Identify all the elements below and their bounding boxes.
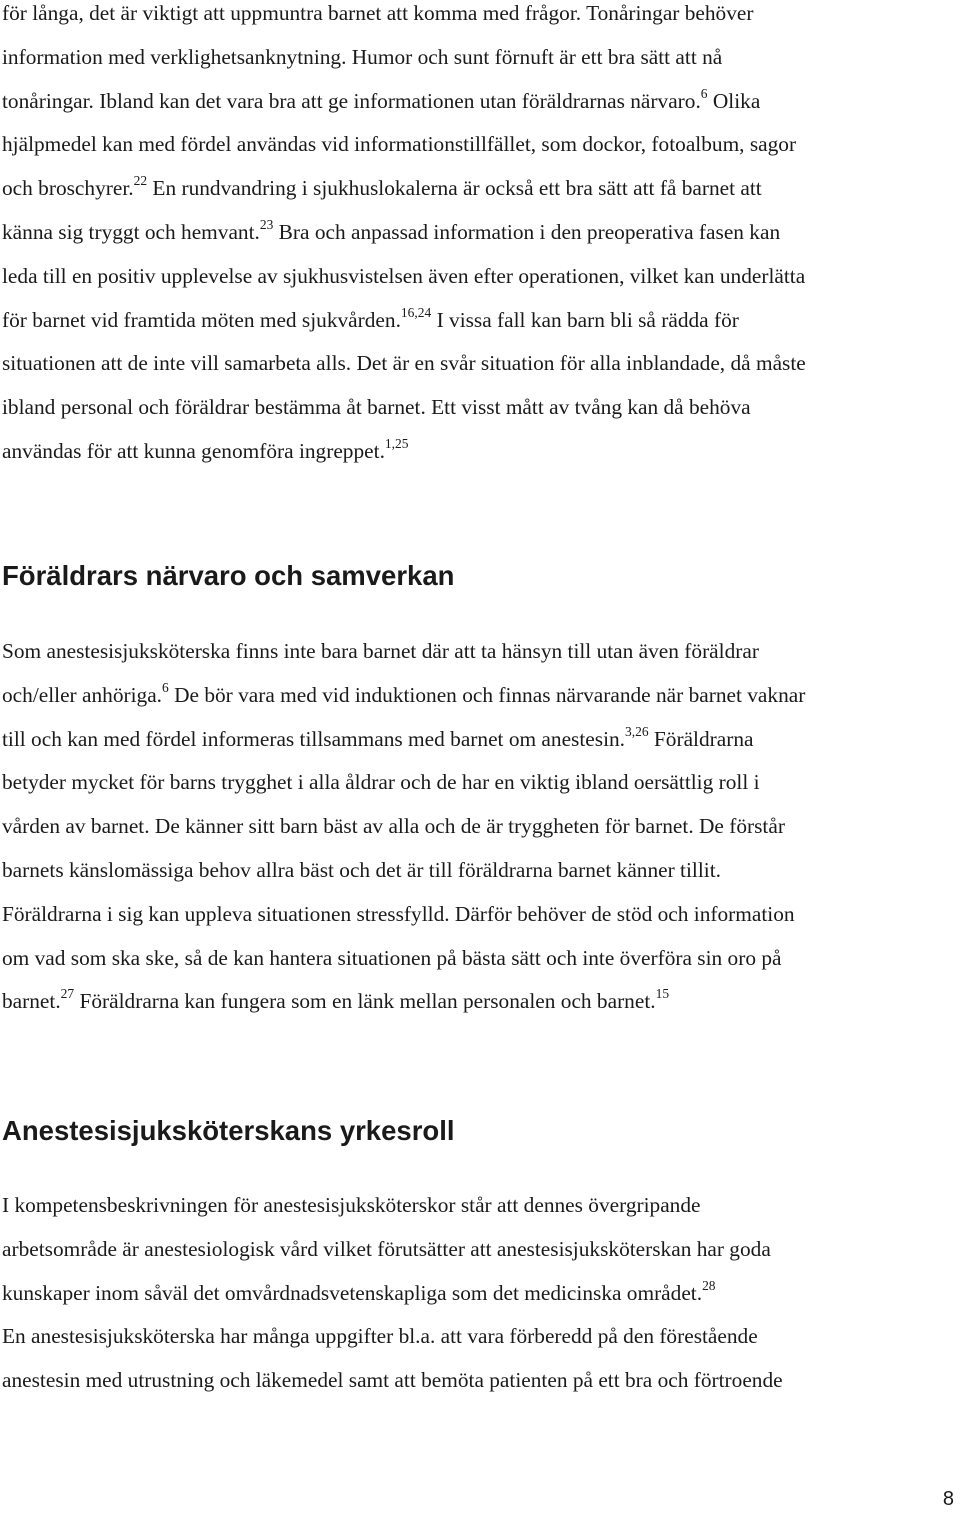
- paragraph-professional-role: [2, 1184, 958, 1403]
- section-heading: Föräldrars närvaro och samverkan: [2, 560, 455, 591]
- text-line: situationen att de inte vill samarbeta alls. Det är en svår situation för alla inblandade, då måste: [2, 351, 806, 376]
- text-line: Föräldrarna i sig kan uppleva situationen stressfylld. Därför behöver de stöd och information: [2, 901, 795, 926]
- text-line: ibland personal och föräldrar bestämma åt barnet. Ett visst mått av tvång kan då behöva: [2, 395, 751, 420]
- paragraph-child-information: [2, 0, 958, 474]
- text-line: för långa, det är viktigt att uppmuntra barnet att komma med frågor. Tonåringar behöver: [2, 1, 754, 25]
- text-line: Som anestesisjuksköterska finns inte bara barnet där att ta hänsyn till utan även föräldrar: [2, 639, 759, 663]
- text-line: till och kan med fördel informeras tillsammans med barnet om anestesin.$^{3,26}$ Föräldrarna: [2, 723, 754, 751]
- citation: 6: [700, 85, 708, 101]
- text-line: barnet.$^{27}$ Föräldrarna kan fungera som en länk mellan personalen och barnet.$^{15}$: [2, 986, 670, 1014]
- text-line: för barnet vid framtida möten med sjukvården.$^{16,24}$ I vissa fall kan barn bli så rädda för: [2, 304, 739, 332]
- section-heading: Anestesisjuksköterskans yrkesroll: [2, 1115, 455, 1146]
- text-line: tonåringar. Ibland kan det vara bra att ge informationen utan föräldrarnas närvaro.$^6$ Olika: [2, 85, 761, 113]
- citation: 3,26: [625, 723, 649, 739]
- citation: 16,24: [400, 304, 432, 320]
- text-line: känna sig tryggt och hemvant.$^{23}$ Bra och anpassad information i den preoperativa fasen kan: [2, 216, 781, 244]
- text-line: leda till en positiv upplevelse av sjukhusvistelsen även efter operationen, vilket kan underlätta: [2, 263, 806, 288]
- text-line: arbetsområde är anestesiologisk vård vilket förutsätter att anestesisjuksköterskan har goda: [2, 1236, 771, 1261]
- text-line: och broschyrer.$^{22}$ En rundvandring i sjukhuslokalerna är också ett bra sätt att få barnet att: [2, 173, 762, 201]
- text-line: och/eller anhöriga.$^6$ De bör vara med vid induktionen och finnas närvarande när barnet vaknar: [2, 679, 806, 707]
- citation: 1,25: [384, 435, 409, 451]
- text-line: information med verklighetsanknytning. Humor och sunt förnuft är ett bra sätt att nå: [2, 44, 723, 69]
- citation: 6: [162, 679, 169, 695]
- text-line: hjälpmedel kan med fördel användas vid informationstillfället, som dockor, fotoalbum, sagor: [2, 132, 797, 157]
- text-line: I kompetensbeskrivningen för anestesisjuksköterskor står att dennes övergripande: [2, 1193, 701, 1217]
- text-line: vården av barnet. De känner sitt barn bäst av alla och de är tryggheten för barnet. De förstår: [2, 814, 785, 839]
- citation: 22: [133, 173, 148, 189]
- citation: 28: [702, 1277, 716, 1293]
- citation: 23: [259, 216, 274, 232]
- text-line: barnets känslomässiga behov allra bäst och det är till föräldrarna barnet känner tillit.: [2, 857, 721, 882]
- text-line: användas för att kunna genomföra ingreppet.$^{1,25}$: [2, 435, 409, 463]
- text-line: anestesin med utrustning och läkemedel samt att bemöta patienten på ett bra och förtroende: [2, 1368, 783, 1393]
- page-number: 8: [942, 1488, 954, 1510]
- paragraph-parents: [2, 630, 958, 1024]
- text-line: om vad som ska ske, så de kan hantera situationen på bästa sätt och inte överföra sin oro på: [2, 945, 782, 970]
- text-line: betyder mycket för barns trygghet i alla åldrar och de har en viktig ibland oersättlig roll i: [2, 770, 760, 795]
- citation: 15: [655, 986, 670, 1002]
- text-line: En anestesisjuksköterska har många uppgifter bl.a. att vara förberedd på den förestående: [2, 1324, 758, 1349]
- text-line: kunskaper inom såväl det omvårdnadsvetenskapliga som det medicinska området.$^{28}$: [2, 1277, 716, 1305]
- citation: 27: [60, 986, 75, 1002]
